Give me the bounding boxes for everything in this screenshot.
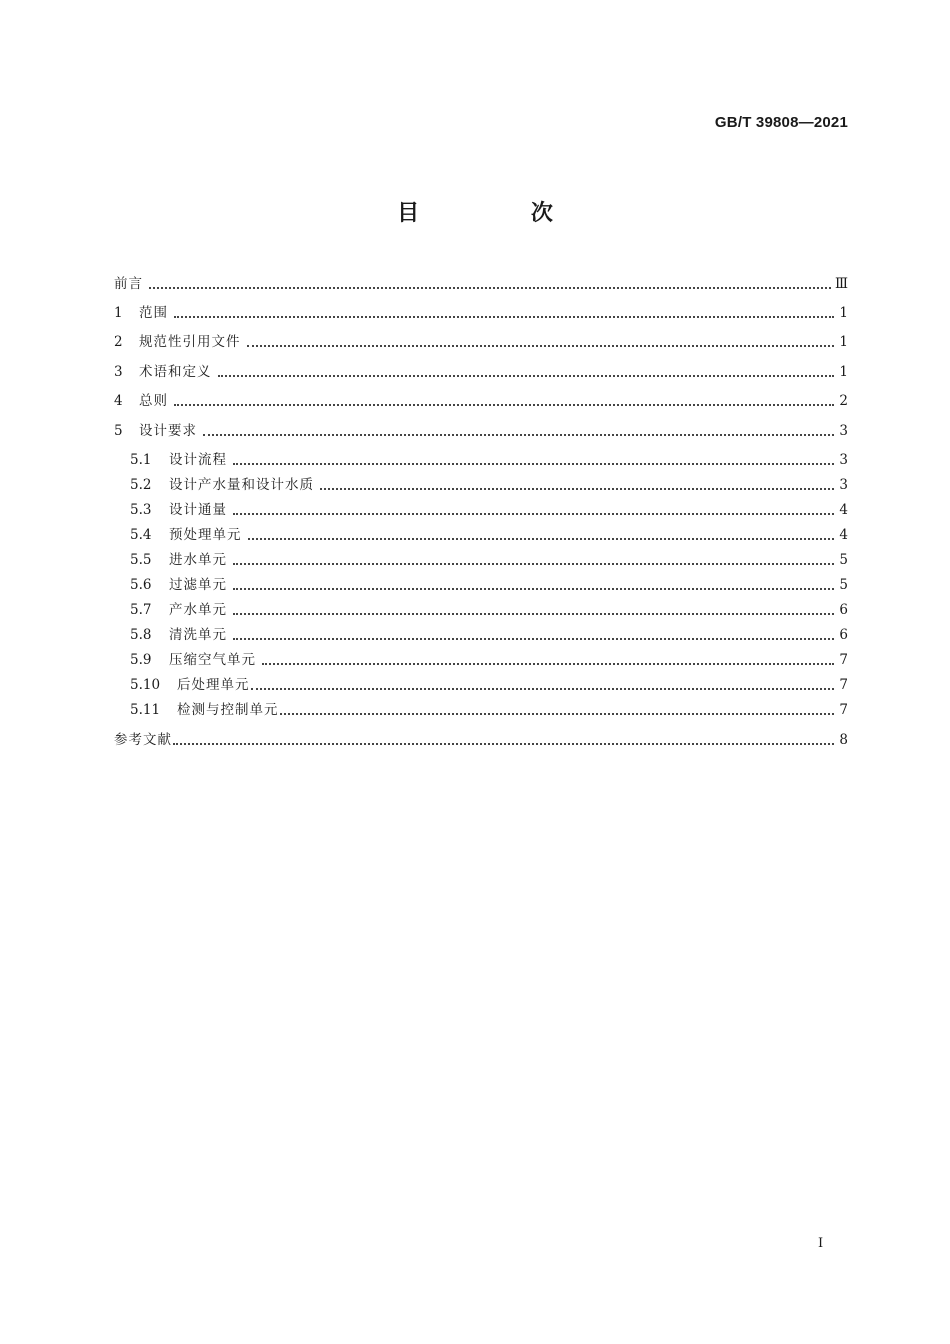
toc-entry-5-9[interactable] xyxy=(130,650,848,670)
toc-entry-4[interactable] xyxy=(114,391,848,411)
toc-entry-label: 设计通量 xyxy=(169,502,227,518)
toc-entry-number: 3 xyxy=(114,364,123,380)
toc-entry-label: 清洗单元 xyxy=(169,627,227,643)
toc-entry-number: 5.3 xyxy=(130,502,152,518)
toc-entry-page: 3 xyxy=(839,423,848,439)
toc-entry-number: 5.11 xyxy=(130,702,161,718)
toc-entry-label: 前言 xyxy=(114,276,143,292)
toc-leader xyxy=(233,563,834,565)
toc-entry-5-6[interactable] xyxy=(130,575,848,595)
toc-entry-page: 6 xyxy=(839,627,848,643)
toc-entry-label: 规范性引用文件 xyxy=(139,334,241,350)
toc-entry-number: 5.1 xyxy=(130,452,152,468)
toc-entry-number: 5.5 xyxy=(130,552,152,568)
toc-entry-label: 术语和定义 xyxy=(139,364,212,380)
toc-leader xyxy=(174,404,834,406)
toc-leader xyxy=(280,713,835,715)
toc-entry-3[interactable] xyxy=(114,362,848,382)
page-title: 目 次 xyxy=(397,201,605,226)
toc-entry-page: 1 xyxy=(839,334,848,350)
toc-entry-5-8[interactable] xyxy=(130,625,848,645)
toc-entry-number: 5.4 xyxy=(130,527,152,543)
toc-leader xyxy=(320,488,834,490)
toc-entry-number: 5.7 xyxy=(130,602,152,618)
toc-entry-label: 参考文献 xyxy=(114,732,172,748)
toc-entry-label: 压缩空气单元 xyxy=(169,652,256,668)
toc-entry-page: 7 xyxy=(839,702,848,718)
toc-entry-label: 产水单元 xyxy=(169,602,227,618)
toc-entry-number: 1 xyxy=(114,305,123,321)
toc-leader xyxy=(149,287,831,289)
toc-entry-5-2[interactable] xyxy=(130,475,848,495)
toc-leader xyxy=(174,316,834,318)
toc-entry-page: 7 xyxy=(839,677,848,693)
toc-entry-5[interactable] xyxy=(114,421,848,441)
toc-entry-page: Ⅲ xyxy=(834,276,848,292)
toc-leader xyxy=(218,375,835,377)
toc-entry-1[interactable] xyxy=(114,303,848,323)
toc-entry-number: 5.6 xyxy=(130,577,152,593)
toc-leader xyxy=(248,538,835,540)
toc-leader xyxy=(203,434,834,436)
toc-entry-5-4[interactable] xyxy=(130,525,848,545)
toc-entry-number: 5.2 xyxy=(130,477,152,493)
toc-entry-2[interactable] xyxy=(114,332,848,352)
toc-entry-5-3[interactable] xyxy=(130,500,848,520)
toc-entry-label: 预处理单元 xyxy=(169,527,242,543)
toc-leader xyxy=(233,638,834,640)
table-of-contents xyxy=(114,0,848,760)
toc-leader xyxy=(233,513,834,515)
toc-leader xyxy=(251,688,835,690)
toc-entry-label: 进水单元 xyxy=(169,552,227,568)
toc-entry-label: 设计要求 xyxy=(139,423,197,439)
page-number: I xyxy=(818,1236,824,1251)
toc-entry-page: 6 xyxy=(839,602,848,618)
standard-code: GB/T 39808—2021 xyxy=(714,114,848,131)
toc-entry-foreword[interactable] xyxy=(114,274,848,294)
toc-leader xyxy=(233,588,834,590)
toc-entry-page: 1 xyxy=(839,364,848,380)
toc-entry-page: 5 xyxy=(839,552,848,568)
toc-entry-page: 8 xyxy=(839,732,848,748)
toc-entry-5-11[interactable] xyxy=(130,700,848,720)
toc-entry-5-1[interactable] xyxy=(130,450,848,470)
toc-entry-page: 5 xyxy=(839,577,848,593)
toc-entry-label: 过滤单元 xyxy=(169,577,227,593)
toc-leader xyxy=(262,663,834,665)
toc-entry-page: 1 xyxy=(839,305,848,321)
toc-entry-page: 4 xyxy=(839,527,848,543)
toc-entry-page: 7 xyxy=(839,652,848,668)
toc-entry-number: 5.10 xyxy=(130,677,161,693)
toc-entry-page: 3 xyxy=(839,452,848,468)
toc-entry-number: 5 xyxy=(114,423,123,439)
toc-leader xyxy=(233,613,834,615)
toc-entry-number: 5.9 xyxy=(130,652,152,668)
toc-entry-page: 3 xyxy=(839,477,848,493)
toc-entry-number: 5.8 xyxy=(130,627,152,643)
toc-entry-label: 后处理单元 xyxy=(177,677,250,693)
toc-leader xyxy=(233,463,834,465)
toc-entry-5-10[interactable] xyxy=(130,675,848,695)
toc-entry-5-7[interactable] xyxy=(130,600,848,620)
toc-entry-bibliography[interactable] xyxy=(114,730,848,750)
toc-entry-label: 设计流程 xyxy=(169,452,227,468)
toc-entry-number: 4 xyxy=(114,393,123,409)
toc-entry-label: 范围 xyxy=(139,305,168,321)
toc-entry-page: 4 xyxy=(839,502,848,518)
toc-entry-number: 2 xyxy=(114,334,123,350)
toc-entry-label: 设计产水量和设计水质 xyxy=(169,477,314,493)
toc-leader xyxy=(173,743,834,745)
toc-entry-label: 总则 xyxy=(139,393,168,409)
toc-entry-5-5[interactable] xyxy=(130,550,848,570)
toc-leader xyxy=(247,345,835,347)
toc-entry-page: 2 xyxy=(839,393,848,409)
toc-entry-label: 检测与控制单元 xyxy=(177,702,279,718)
